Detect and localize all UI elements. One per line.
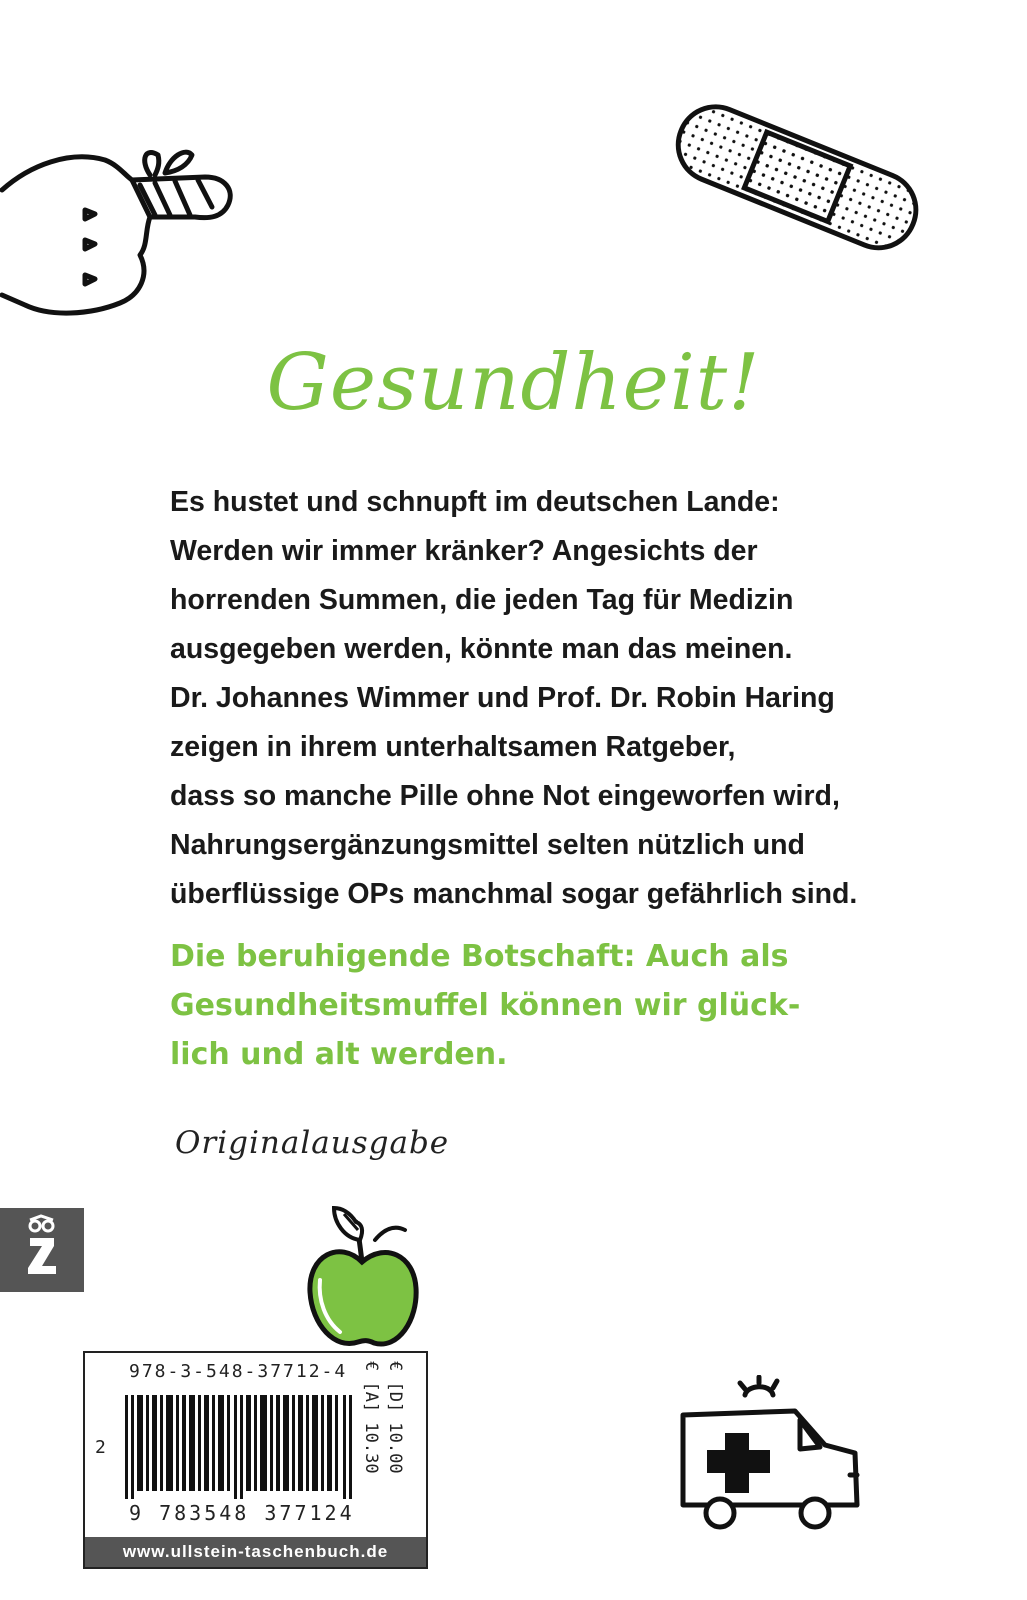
tagline-line: Gesundheitsmuffel können wir glück- xyxy=(170,988,801,1023)
band-aid-icon xyxy=(663,95,933,255)
body-line: Es hustet und schnupft im deutschen Lande: xyxy=(170,486,780,518)
body-line: Nahrungsergänzungsmittel selten nützlich und xyxy=(170,829,805,861)
publisher-logo xyxy=(0,1208,84,1292)
body-line: horrenden Summen, die jeden Tag für Medizin xyxy=(170,584,794,616)
barcode-bars xyxy=(125,1395,355,1499)
barcode-panel xyxy=(83,1351,428,1569)
ean-number: 9 783548 377124 xyxy=(129,1501,355,1525)
apple-icon xyxy=(300,1200,425,1355)
price-austria: € [A] 10.30 xyxy=(361,1361,381,1474)
headline: Gesundheit! xyxy=(266,338,761,428)
barcode-lead-digit: 2 xyxy=(95,1437,106,1458)
owl-logo-icon xyxy=(0,1208,84,1292)
tagline xyxy=(170,932,870,1079)
bandaged-finger-icon xyxy=(0,135,240,325)
body-text xyxy=(170,478,870,919)
body-line: dass so manche Pille ohne Not eingeworfen wird, xyxy=(170,780,840,812)
edition-label: Originalausgabe xyxy=(175,1125,450,1161)
isbn-number: 978-3-548-37712-4 xyxy=(129,1361,348,1382)
body-line: Werden wir immer kränker? Angesichts der xyxy=(170,535,758,567)
tagline-line: Die beruhigende Botschaft: Auch als xyxy=(170,939,789,974)
price-germany: € [D] 10.00 xyxy=(385,1361,405,1474)
publisher-url: www.ullstein-taschenbuch.de xyxy=(85,1537,426,1567)
tagline-line: lich und alt werden. xyxy=(170,1037,508,1072)
body-line: ausgegeben werden, könnte man das meinen. xyxy=(170,633,793,665)
body-line: Dr. Johannes Wimmer und Prof. Dr. Robin Haring xyxy=(170,682,835,714)
ambulance-icon xyxy=(675,1375,870,1545)
body-line: zeigen in ihrem unterhaltsamen Ratgeber, xyxy=(170,731,736,763)
body-line: überflüssige OPs manchmal sogar gefährlich sind. xyxy=(170,878,858,910)
